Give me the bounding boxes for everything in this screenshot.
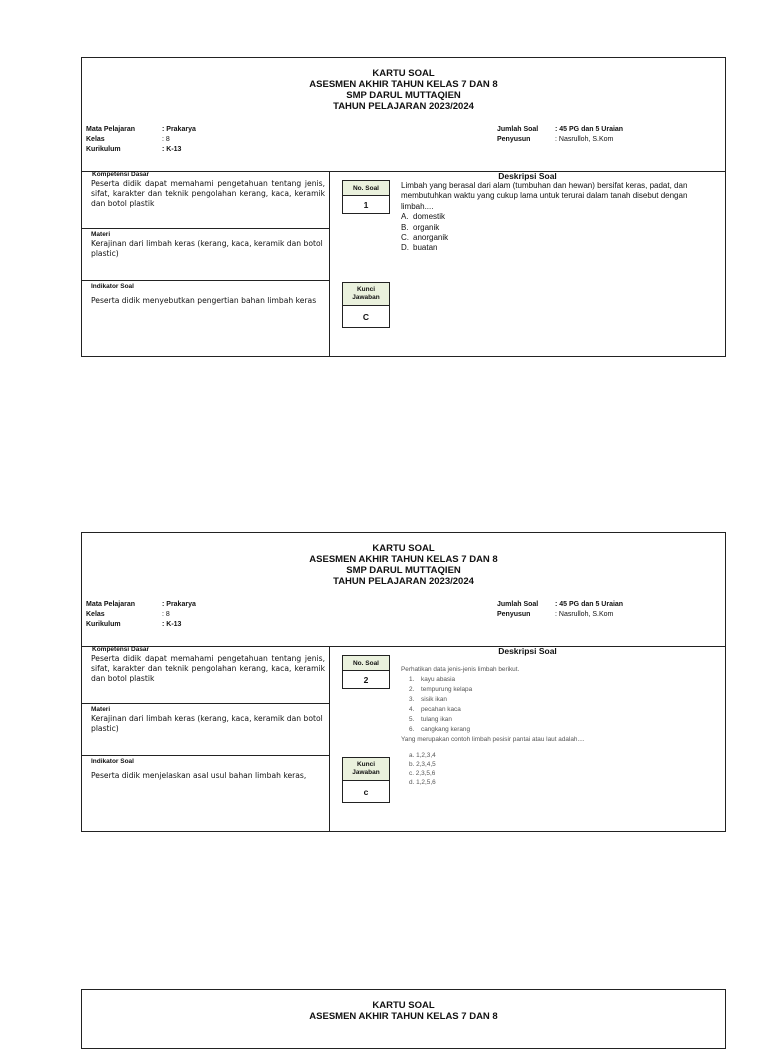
kunci-label-line-1: Kunci (356, 761, 376, 768)
title-line-1: KARTU SOAL (372, 68, 435, 79)
kunci-label-line-1: Kunci (356, 286, 376, 293)
kunci-jawaban-box (342, 757, 390, 803)
kunci-label (343, 758, 389, 781)
question-stem: Limbah yang berasal dari alam (tumbuhan dan hewan) bersifat keras, padat, dan membutuhkan waktu yang cukup lama untuk terurai dalam tanah disebut dengan limbah.... (401, 181, 688, 211)
kunci-label-line-2: Jawaban (352, 294, 380, 301)
kunci-jawaban-box (342, 282, 390, 328)
question-text (401, 181, 719, 254)
kunci-value: c (363, 786, 369, 797)
question-text (401, 665, 719, 787)
jumlah-value: : 45 PG dan 5 Uraian (555, 601, 624, 608)
indikator-section (82, 755, 329, 831)
materi-section (82, 703, 329, 756)
left-column (82, 646, 330, 831)
deskripsi-title: Deskripsi Soal (498, 171, 557, 181)
no-soal-box (342, 180, 390, 214)
title-line-1: KARTU SOAL (372, 1000, 435, 1011)
left-column (82, 171, 330, 356)
jumlah-value: : 45 PG dan 5 Uraian (555, 126, 624, 133)
title-line-4: TAHUN PELAJARAN 2023/2024 (333, 101, 474, 112)
indikator-label: Indikator Soal (91, 758, 134, 765)
kd-label: Kompetensi Dasar (92, 646, 150, 653)
kelas-label: Kelas (86, 136, 105, 143)
no-soal-value: 2 (363, 674, 369, 685)
option-b: B. organik (401, 222, 440, 232)
option-b: b. 2,3,4,5 (409, 761, 436, 768)
kelas-value: : 8 (162, 611, 170, 618)
kunci-value: C (362, 311, 370, 322)
meta-left (86, 600, 196, 630)
title-line-3: SMP DARUL MUTTAQIEN (346, 90, 461, 101)
option-d: D. buatan (401, 243, 438, 253)
no-soal-label: No. Soal (343, 656, 389, 671)
option-d: d. 1,2,5,6 (409, 779, 436, 786)
title-line-1: KARTU SOAL (372, 543, 435, 554)
card-body (82, 171, 725, 356)
kd-text: Peserta didik dapat memahami pengetahuan tentang jenis, sifat, karakter dan teknik pengolahan kerang, kaca, keramik dan botol plastik (91, 179, 325, 208)
list-item: 2. tempurung kelapa (409, 686, 473, 693)
mapel-label: Mata Pelajaran (86, 126, 136, 133)
limbah-list (409, 675, 719, 735)
kunci-label-line-2: Jawaban (352, 769, 380, 776)
title-line-3: SMP DARUL MUTTAQIEN (346, 565, 461, 576)
option-c: c. 2,3,5,6 (409, 770, 436, 777)
kd-label: Kompetensi Dasar (92, 171, 150, 178)
materi-section (82, 228, 329, 281)
title-line-2: ASESMEN AKHIR TAHUN KELAS 7 DAN 8 (309, 554, 498, 565)
mapel-label: Mata Pelajaran (86, 601, 136, 608)
no-soal-label: No. Soal (343, 181, 389, 196)
jumlah-label: Jumlah Soal (497, 601, 539, 608)
kelas-value: : 8 (162, 136, 170, 143)
list-item: 6. cangkang kerang (409, 726, 471, 733)
no-soal-box (342, 655, 390, 689)
question-intro: Perhatikan data jenis-jenis limbah berikut. (401, 666, 520, 673)
kurikulum-label: Kurikulum (86, 621, 121, 628)
meta-right (497, 125, 623, 145)
penyusun-value: : Nasrulloh, S.Kom (555, 611, 614, 618)
indikator-text: Peserta didik menyebutkan pengertian bahan limbah keras (91, 296, 317, 305)
mapel-value: : Prakarya (162, 601, 196, 608)
title-line-4: TAHUN PELAJARAN 2023/2024 (333, 576, 474, 587)
answer-options (409, 751, 719, 787)
materi-text: Kerajinan dari limbah keras (kerang, kaca, keramik dan botol plastic) (91, 239, 323, 258)
card-title (82, 1000, 725, 1022)
title-line-2: ASESMEN AKHIR TAHUN KELAS 7 DAN 8 (309, 79, 498, 90)
materi-label: Materi (91, 231, 111, 238)
card-title (82, 543, 725, 587)
title-line-2: ASESMEN AKHIR TAHUN KELAS 7 DAN 8 (309, 1011, 498, 1022)
question-ask: Yang merupakan contoh limbah pesisir pantai atau laut adalah.... (401, 736, 585, 743)
card-title (82, 68, 725, 112)
indikator-text: Peserta didik menjelaskan asal usul bahan limbah keras, (91, 771, 307, 780)
card-header (82, 533, 725, 647)
list-item: 5. tulang ikan (409, 716, 452, 723)
materi-label: Materi (91, 706, 111, 713)
no-soal-value: 1 (363, 199, 369, 210)
meta-left (86, 125, 196, 155)
question-card-3 (81, 989, 726, 1049)
penyusun-value: : Nasrulloh, S.Kom (555, 136, 614, 143)
kompetensi-dasar-section (82, 646, 329, 704)
list-item: 4. pecahan kaca (409, 706, 461, 713)
card-header (82, 58, 725, 172)
materi-text: Kerajinan dari limbah keras (kerang, kaca, keramik dan botol plastic) (91, 714, 323, 733)
kurikulum-label: Kurikulum (86, 146, 121, 153)
kurikulum-value: : K-13 (162, 146, 182, 153)
option-a: A. domestik (401, 212, 446, 222)
indikator-label: Indikator Soal (91, 283, 134, 290)
option-a: a. 1,2,3,4 (409, 752, 436, 759)
list-item: 1. kayu abasia (409, 676, 456, 683)
kunci-label (343, 283, 389, 306)
question-card-1 (81, 57, 726, 357)
kurikulum-value: : K-13 (162, 621, 182, 628)
kelas-label: Kelas (86, 611, 105, 618)
list-item: 3. sisik ikan (409, 696, 447, 703)
option-c: C. anorganik (401, 233, 449, 243)
meta-right (497, 600, 623, 620)
indikator-section (82, 280, 329, 356)
penyusun-label: Penyusun (497, 136, 531, 143)
deskripsi-title: Deskripsi Soal (498, 646, 557, 656)
card-body (82, 646, 725, 831)
mapel-value: : Prakarya (162, 126, 196, 133)
question-card-2 (81, 532, 726, 832)
penyusun-label: Penyusun (497, 611, 531, 618)
jumlah-label: Jumlah Soal (497, 126, 539, 133)
kompetensi-dasar-section (82, 171, 329, 229)
kd-text: Peserta didik dapat memahami pengetahuan tentang jenis, sifat, karakter dan teknik pengolahan kerang, kaca, keramik dan botol plastik (91, 654, 325, 683)
